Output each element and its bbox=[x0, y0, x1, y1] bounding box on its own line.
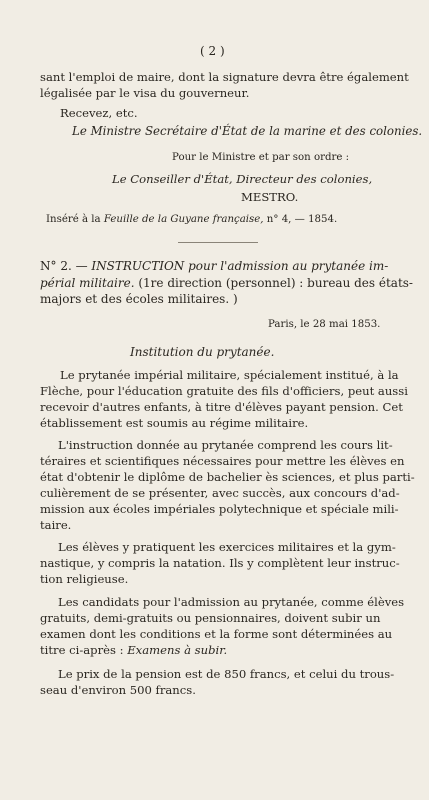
insere-line bbox=[46, 213, 337, 227]
conseiller-title: Le Conseiller d'État, Directeur des colonies, bbox=[112, 172, 373, 186]
signature: MESTRO. bbox=[241, 190, 299, 204]
text-line: légalisée par le visa du gouverneur. bbox=[40, 86, 250, 100]
insere-prefix: Inséré à la bbox=[46, 214, 101, 225]
date-line: Paris, le 28 mai 1853. bbox=[268, 319, 381, 330]
insere-suffix: n° 4, — 1854. bbox=[266, 214, 338, 225]
paragraph-line: recevoir d'autres enfants, à titre d'élèves payant pension. Cet bbox=[40, 400, 403, 414]
instruction-title: INSTRUCTION pour l'admission au prytanée im- bbox=[91, 259, 389, 273]
paragraph-line: culièrement de se présenter, avec succès, aux concours d'ad- bbox=[40, 486, 400, 500]
paragraph-line: taire. bbox=[40, 518, 72, 532]
minister-title: Le Ministre Secrétaire d'État de la marine et des colonies. bbox=[72, 124, 423, 138]
order-line: Pour le Ministre et par son ordre : bbox=[172, 152, 350, 163]
paragraph-line: état d'obtenir le diplôme de bachelier ès sciences, et plus parti- bbox=[40, 470, 415, 484]
paragraph-line: téraires et scientifiques nécessaires pour mettre les élèves en bbox=[40, 454, 405, 468]
paragraph-line: gratuits, demi-gratuits ou pensionnaires, doivent subir un bbox=[40, 611, 381, 625]
paragraph-line bbox=[40, 643, 227, 657]
instruction-heading-3: majors et des écoles militaires. ) bbox=[40, 292, 238, 306]
paragraph-line: L'instruction donnée au prytanée comprend les cours lit- bbox=[58, 438, 393, 452]
paragraph-line: établissement est soumis au régime militaire. bbox=[40, 416, 309, 430]
page-number: ( 2 ) bbox=[200, 44, 225, 58]
paragraph-line: seau d'environ 500 francs. bbox=[40, 683, 196, 697]
paragraph-text: titre ci-après : bbox=[40, 643, 124, 657]
instruction-title-cont: périal militaire. bbox=[40, 276, 135, 290]
text-line: Recevez, etc. bbox=[60, 106, 138, 120]
text-line: sant l'emploi de maire, dont la signature devra être également bbox=[40, 70, 409, 84]
paragraph-line: nastique, y compris la natation. Ils y complètent leur instruc- bbox=[40, 556, 400, 570]
instruction-heading-2 bbox=[40, 276, 413, 290]
instruction-number: N° 2. bbox=[40, 259, 72, 273]
separator-rule bbox=[178, 242, 258, 243]
paragraph-line: Flèche, pour l'éducation gratuite des fils d'officiers, peut aussi bbox=[40, 384, 408, 398]
paragraph-line: mission aux écoles impériales polytechnique et spéciale mili- bbox=[40, 502, 399, 516]
section-title: Institution du prytanée. bbox=[130, 345, 275, 359]
paragraph-line: Le prytanée impérial militaire, spécialement institué, à la bbox=[60, 368, 399, 382]
instruction-heading-1: N° 2. — INSTRUCTION pour l'admission au prytanée im- bbox=[40, 259, 389, 273]
paragraph-line: examen dont les conditions et la forme sont déterminées au bbox=[40, 627, 393, 641]
paragraph-line: Les candidats pour l'admission au prytanée, comme élèves bbox=[58, 595, 405, 609]
paragraph-line: tion religieuse. bbox=[40, 572, 129, 586]
instruction-direction: (1re direction (personnel) : bureau des états- bbox=[138, 276, 413, 290]
insere-journal: Feuille de la Guyane française, bbox=[103, 214, 264, 225]
paragraph-line: Le prix de la pension est de 850 francs, et celui du trous- bbox=[58, 667, 395, 681]
paragraph-line: Les élèves y pratiquent les exercices militaires et la gym- bbox=[58, 540, 396, 554]
examens-reference: Examens à subir. bbox=[127, 643, 228, 657]
